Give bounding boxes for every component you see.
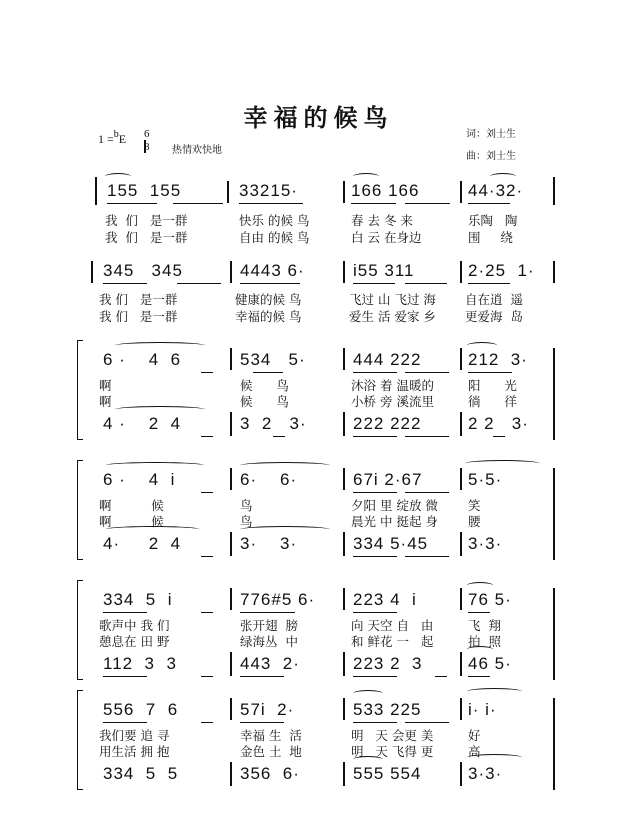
score-system-3	[85, 340, 555, 440]
lyric-line-2: 围 绕	[468, 230, 513, 245]
lyric-line-1: 自在逍 遥	[465, 292, 523, 307]
lyric-line-1: 夕阳 里 绽放 微	[351, 498, 438, 513]
melody-measure: 334 5 i	[103, 590, 173, 609]
melody-measure: 166 166	[351, 181, 420, 200]
lyric-line-2: 啊	[99, 394, 112, 409]
lyric-line-1: 歌声中 我 们	[99, 618, 170, 633]
harmony-measure: 3·3·	[468, 534, 503, 553]
lyric-line-1: 春 去 冬 来	[351, 213, 413, 228]
melody-measure: 33215·	[239, 181, 298, 200]
lyric-line-2: 绿海丛 中	[240, 634, 298, 649]
lyric-line-1: 乐陶 陶	[468, 213, 518, 228]
lyric-line-2: 我 们 是一群	[99, 309, 178, 324]
lyric-line-1: 啊 候	[99, 498, 164, 513]
melody-measure: 67i 2·67	[353, 470, 423, 489]
melody-measure: 2·25 1·	[468, 261, 535, 280]
lyric-line-2: 拍 照	[468, 634, 501, 649]
melody-measure: 57i 2·	[240, 700, 295, 719]
lyric-line-2: 小桥 旁 溪流里	[351, 394, 434, 409]
page-title: 幸福的候鸟	[243, 104, 394, 132]
melody-measure: 534 5·	[240, 350, 306, 369]
melody-measure: 4443 6·	[240, 261, 305, 280]
score-system-4	[85, 460, 555, 560]
harmony-measure: 334 5·45	[353, 534, 429, 553]
lyric-line-2: 腰	[468, 514, 481, 529]
composer-credit: 曲：刘士生	[466, 151, 516, 162]
lyric-line-1: 飞 翔	[468, 618, 501, 633]
melody-measure: 776#5 6·	[240, 590, 316, 609]
lyric-line-2: 啊 候	[99, 514, 164, 529]
score-system-6	[85, 690, 555, 790]
melody-measure: 5·5·	[468, 470, 503, 489]
harmony-measure: 3 2 3·	[240, 414, 307, 433]
score-system-5	[85, 580, 555, 680]
harmony-measure: 4· 2 4	[103, 534, 182, 553]
lyric-line-1: 我 们 是一群	[105, 213, 188, 228]
lyric-line-1: 明 天 会更 美	[351, 728, 434, 743]
score-system-2	[85, 255, 555, 330]
melody-measure: 6 · 4 i	[103, 470, 176, 489]
lyric-line-2: 我 们 是一群	[105, 230, 188, 245]
lyric-line-1: 我 们 是一群	[99, 292, 178, 307]
melody-measure: 345 345	[103, 261, 183, 280]
harmony-measure: 4 · 2 4	[103, 414, 182, 433]
lyric-line-1: 啊	[99, 378, 112, 393]
lyric-line-1: 笑	[468, 498, 481, 513]
harmony-measure: 3·3·	[468, 764, 503, 783]
lyric-line-1: 好	[468, 728, 481, 743]
melody-measure: 155 155	[107, 181, 182, 200]
score-system-1	[85, 175, 555, 250]
melody-measure: 6· 6·	[240, 470, 298, 489]
harmony-measure: 443 2·	[240, 654, 300, 673]
melody-measure: 212 3·	[468, 350, 528, 369]
melody-measure: 76 5·	[468, 590, 512, 609]
lyric-line-1: 阳 光	[468, 378, 517, 393]
lyric-line-2: 自由 的候 鸟	[239, 230, 310, 245]
lyric-line-1: 幸福 生 活	[240, 728, 302, 743]
melody-measure: 223 4 i	[353, 590, 417, 609]
melody-measure: 6 · 4 6	[103, 350, 182, 369]
lyric-line-2: 白 云 在身边	[351, 230, 422, 245]
harmony-measure: 46 5·	[468, 654, 512, 673]
lyric-line-2: 明 天 飞得 更	[351, 744, 434, 759]
lyric-line-2: 憩息在 田 野	[99, 634, 170, 649]
melody-measure: i55 311	[353, 261, 415, 280]
melody-measure: 444 222	[353, 350, 422, 369]
harmony-measure: 3· 3·	[240, 534, 298, 553]
time-signature: 6 8	[144, 128, 150, 153]
harmony-measure: 334 5 5	[103, 764, 179, 783]
harmony-measure: 222 222	[353, 414, 422, 433]
lyric-line-2: 爱生 活 爱家 乡	[349, 309, 436, 324]
lyric-line-2: 和 鲜花 一 起	[351, 634, 434, 649]
lyric-line-1: 快乐 的候 鸟	[239, 213, 310, 228]
harmony-measure: 112 3 3	[103, 654, 177, 673]
lyric-line-1: 向 天空 自 由	[351, 618, 434, 633]
lyric-line-1: 候 鸟	[240, 378, 289, 393]
lyric-line-1: 我们要 追 寻	[99, 728, 170, 743]
lyric-line-1: 沐浴 着 温暖的	[351, 378, 434, 393]
lyric-line-2: 鸟	[240, 514, 253, 529]
lyricist-credit: 词：刘士生	[466, 129, 516, 140]
lyric-line-1: 健康的候 鸟	[235, 292, 302, 307]
harmony-measure: 223 2 3	[353, 654, 423, 673]
melody-measure: i· i·	[468, 700, 497, 719]
lyric-line-1: 飞过 山 飞过 海	[349, 292, 436, 307]
key-signature: 1 =$^b$E	[98, 129, 127, 146]
melody-measure: 44·32·	[468, 181, 524, 200]
lyric-line-2: 候 鸟	[240, 394, 289, 409]
tempo-marking: 热情欢快地	[172, 145, 222, 156]
lyric-line-1: 张开翅 膀	[240, 618, 298, 633]
lyric-line-2: 金色 土 地	[240, 744, 302, 759]
lyric-line-2: 用生活 拥 抱	[99, 744, 170, 759]
melody-measure: 556 7 6	[103, 700, 179, 719]
melody-measure: 533 225	[353, 700, 422, 719]
lyric-line-1: 鸟	[240, 498, 253, 513]
lyric-line-2: 晨光 中 挺起 身	[351, 514, 438, 529]
lyric-line-2: 高	[468, 744, 481, 759]
lyric-line-2: 更爱海 岛	[465, 309, 523, 324]
lyric-line-2: 幸福的候 鸟	[235, 309, 302, 324]
harmony-measure: 2 2 3·	[468, 414, 529, 433]
harmony-measure: 356 6·	[240, 764, 300, 783]
harmony-measure: 555 554	[353, 764, 422, 783]
lyric-line-2: 徜 徉	[468, 394, 517, 409]
